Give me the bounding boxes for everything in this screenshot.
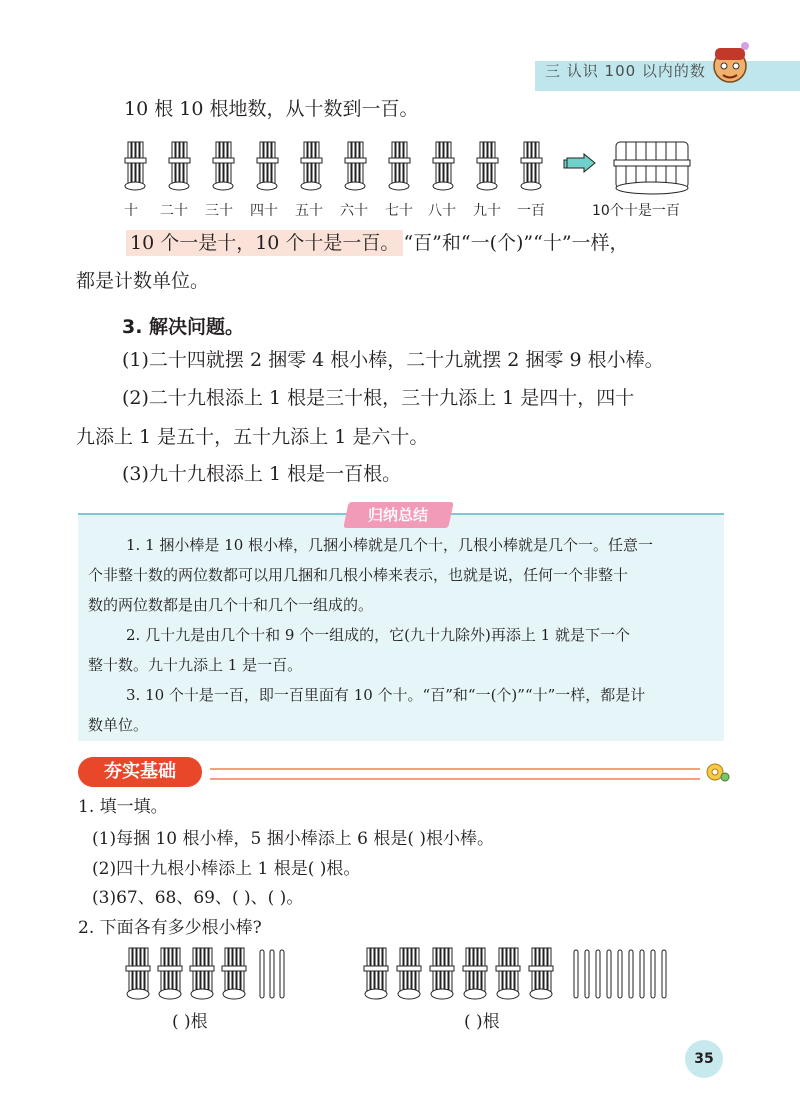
- bundle-icon: [529, 948, 553, 999]
- bundle-icon: [125, 142, 146, 190]
- stick-icon: [662, 950, 666, 998]
- question-1: 1. 填一填。: [78, 797, 168, 817]
- answer-blank-left: ( )根: [172, 1012, 208, 1032]
- count-label: 一百: [517, 203, 545, 219]
- count-label: 八十: [428, 203, 456, 219]
- intro-text: 10 根 10 根地数，从十数到一百。: [124, 98, 419, 120]
- rule-line-2: 都是计数单位。: [76, 270, 210, 292]
- rule-line-1: [126, 230, 629, 256]
- bundle-icon: [222, 948, 246, 999]
- right-arrow-icon: [566, 153, 596, 173]
- stick-icon: [629, 950, 633, 998]
- problem-item-3: (3)九十九根添上 1 根是一百根。: [122, 463, 402, 485]
- rule-rest: “百”和“一(个)”“十”一样，: [403, 232, 629, 254]
- bundle-icon: [126, 948, 150, 999]
- summary-line: 3. 10 个十是一百，即一百里面有 10 个十。“百”和“一(个)”“十”一样，都是计: [126, 686, 646, 704]
- stick-picture-right: [362, 946, 692, 1002]
- gear-icon: [704, 760, 730, 784]
- question-1b: (2)四十九根小棒添上 1 根是( )根。: [92, 859, 361, 879]
- summary-line: 整十数。九十九添上 1 是一百。: [88, 656, 303, 674]
- stick-icon: [585, 950, 589, 998]
- problem-item-2b: 九添上 1 是五十，五十九添上 1 是六十。: [76, 426, 429, 448]
- page-number: 35: [685, 1040, 723, 1078]
- section-divider: [210, 768, 700, 780]
- stick-icon: [270, 950, 274, 998]
- count-label: 七十: [385, 203, 413, 219]
- question-1a: (1)每捆 10 根小棒，5 捆小棒添上 6 根是( )根小棒。: [92, 829, 495, 849]
- bundle-icon: [430, 948, 454, 999]
- summary-tag-label: 归纳总结: [368, 506, 429, 524]
- stick-icon: [596, 950, 600, 998]
- summary-line: 个非整十数的两位数都可以用几捆和几根小棒来表示，也就是说，任何一个非整十: [88, 566, 629, 584]
- bundle-icon: [397, 948, 421, 999]
- question-2: 2. 下面各有多少根小棒?: [78, 918, 262, 938]
- count-label: 五十: [295, 203, 323, 219]
- summary-tag: [343, 502, 454, 528]
- count-label: 四十: [250, 203, 278, 219]
- problem-title: 3. 解决问题。: [122, 316, 245, 338]
- count-label: 六十: [340, 203, 368, 219]
- bundle-icon: [190, 948, 214, 999]
- bundle-icon: [158, 948, 182, 999]
- stick-icon: [574, 950, 578, 998]
- bundle-icon: [496, 948, 520, 999]
- answer-blank-right: ( )根: [464, 1012, 500, 1032]
- stick-icon: [607, 950, 611, 998]
- bundle-icon: [364, 948, 388, 999]
- section-tag: 夯实基础: [78, 757, 202, 787]
- summary-line: 数的两位数都是由几个十和几个一组成的。: [88, 596, 374, 614]
- summary-line: 1. 1 捆小棒是 10 根小棒，几捆小棒就是几个十，几根小棒就是几个一。任意一: [126, 536, 654, 554]
- count-label: 三十: [205, 203, 233, 219]
- question-1c: (3)67、68、69、( )、( )。: [92, 888, 304, 908]
- count-label: 十: [124, 203, 138, 219]
- summary-line: 2. 几十九是由几个十和 9 个一组成的，它(九十九除外)再添上 1 就是下一个: [126, 626, 630, 644]
- stick-icon: [280, 950, 284, 998]
- stick-icon: [651, 950, 655, 998]
- stick-picture-left: [124, 946, 304, 1002]
- bundle-row: [122, 140, 582, 192]
- chapter-title: 三 认识 100 以内的数: [545, 62, 706, 80]
- stick-icon: [640, 950, 644, 998]
- stick-icon: [618, 950, 622, 998]
- hundred-caption: 10个十是一百: [592, 203, 680, 219]
- hundred-bundle-icon: [612, 134, 692, 196]
- problem-item-2a: (2)二十九根添上 1 根是三十根，三十九添上 1 是四十，四十: [122, 387, 635, 409]
- count-label: 二十: [160, 203, 188, 219]
- count-label: 九十: [473, 203, 501, 219]
- rule-highlight: 10 个一是十，10 个十是一百。: [126, 230, 403, 256]
- stick-icon: [260, 950, 264, 998]
- mascot-icon: [705, 38, 755, 88]
- summary-line: 数单位。: [88, 716, 149, 734]
- problem-item-1: (1)二十四就摆 2 捆零 4 根小棒，二十九就摆 2 捆零 9 根小棒。: [122, 349, 664, 371]
- bundle-icon: [463, 948, 487, 999]
